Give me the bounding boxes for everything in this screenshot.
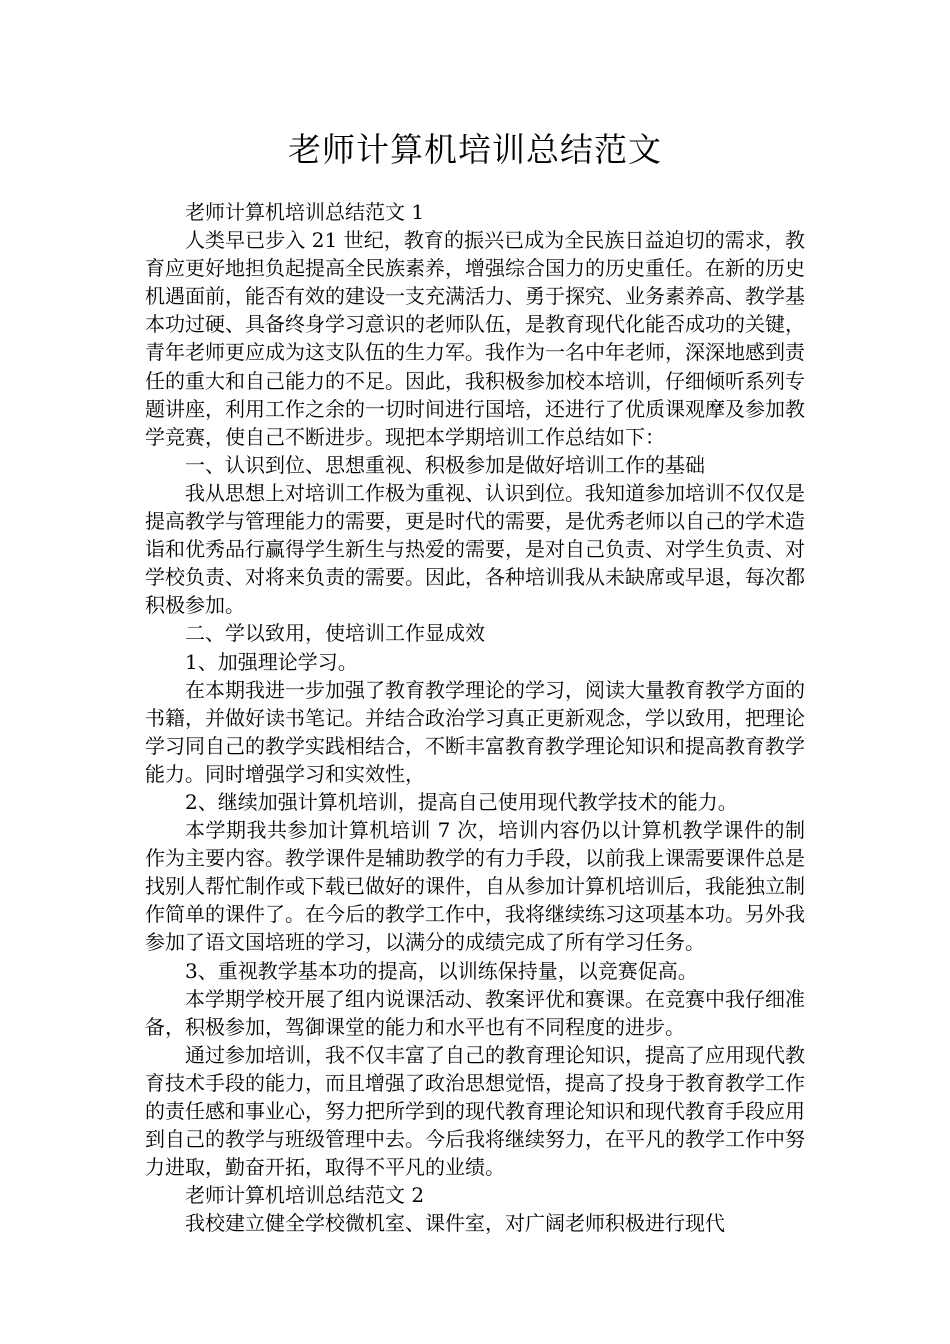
document-title: 老师计算机培训总结范文 bbox=[288, 130, 662, 169]
paragraph: 人类早已步入 21 世纪，教育的振兴已成为全民族日益迫切的需求，教育应更好地担负起提高全民族素养，增强综合国力的历史重任。在新的历史机遇面前，能否有效的建设一支充满活力、勇于探究、业务素养高、教学基本功过硬、具备终身学习意识的老师队伍，是教育现代化能否成功的关键，青年老师更应成为这支队伍的生力军。我作为一名中年老师，深深地感到责任的重大和自己能力的不足。因此，我积极参加校本培训，仔细倾听系列专题讲座，利用工作之余的一切时间进行国培，还进行了优质课观摩及参加教学竞赛，使自己不断进步。现把本学期培训工作总结如下： bbox=[145, 228, 805, 449]
paragraph: 通过参加培训，我不仅丰富了自己的教育理论知识，提高了应用现代教育技术手段的能力，而且增强了政治思想觉悟，提高了投身于教育教学工作的责任感和事业心，努力把所学到的现代教育理论知识和现代教育手段应用到自己的教学与班级管理中去。今后我将继续努力，在平凡的教学工作中努力进取，勤奋开拓，取得不平凡的业绩。 bbox=[145, 1042, 805, 1180]
subheading: 3、重视教学基本功的提高，以训练保持量，以竞赛促高。 bbox=[185, 958, 698, 983]
section-heading-2: 老师计算机培训总结范文 2 bbox=[185, 1183, 425, 1208]
subheading: 一、认识到位、思想重视、积极参加是做好培训工作的基础 bbox=[185, 452, 705, 477]
subheading: 1、加强理论学习。 bbox=[185, 649, 358, 674]
document-body bbox=[145, 198, 805, 1237]
paragraph: 本学期学校开展了组内说课活动、教案评优和赛课。在竞赛中我仔细准备，积极参加，驾御课堂的能力和水平也有不同程度的进步。 bbox=[145, 986, 805, 1039]
paragraph: 我从思想上对培训工作极为重视、认识到位。我知道参加培训不仅仅是提高教学与管理能力的需要，更是时代的需要，是优秀老师以自己的学术造诣和优秀品行赢得学生新生与热爱的需要，是对自己负责、对学生负责、对学校负责、对将来负责的需要。因此，各种培训我从未缺席或早退，每次都积极参加。 bbox=[145, 480, 805, 618]
section-heading-1: 老师计算机培训总结范文 1 bbox=[185, 200, 425, 224]
paragraph: 本学期我共参加计算机培训 7 次，培训内容仍以计算机教学课件的制作为主要内容。教学课件是辅助教学的有力手段，以前我上课需要课件总是找别人帮忙制作或下载已做好的课件，自从参加计算机培训后，我能独立制作简单的课件了。在今后的教学工作中，我将继续练习这项基本功。另外我参加了语文国培班的学习，以满分的成绩完成了所有学习任务。 bbox=[145, 818, 805, 955]
subheading: 二、学以致用，使培训工作显成效 bbox=[185, 621, 485, 646]
paragraph: 我校建立健全学校微机室、课件室，对广阔老师积极进行现代 bbox=[185, 1211, 725, 1236]
subheading: 2、继续加强计算机培训，提高自己使用现代教学技术的能力。 bbox=[185, 789, 738, 814]
paragraph: 在本期我进一步加强了教育教学理论的学习，阅读大量教育教学方面的书籍，并做好读书笔记。并结合政治学习真正更新观念，学以致用，把理论学习同自己的教学实践相结合，不断丰富教育教学理论知识和提高教育教学能力。同时增强学习和实效性， bbox=[145, 677, 805, 786]
